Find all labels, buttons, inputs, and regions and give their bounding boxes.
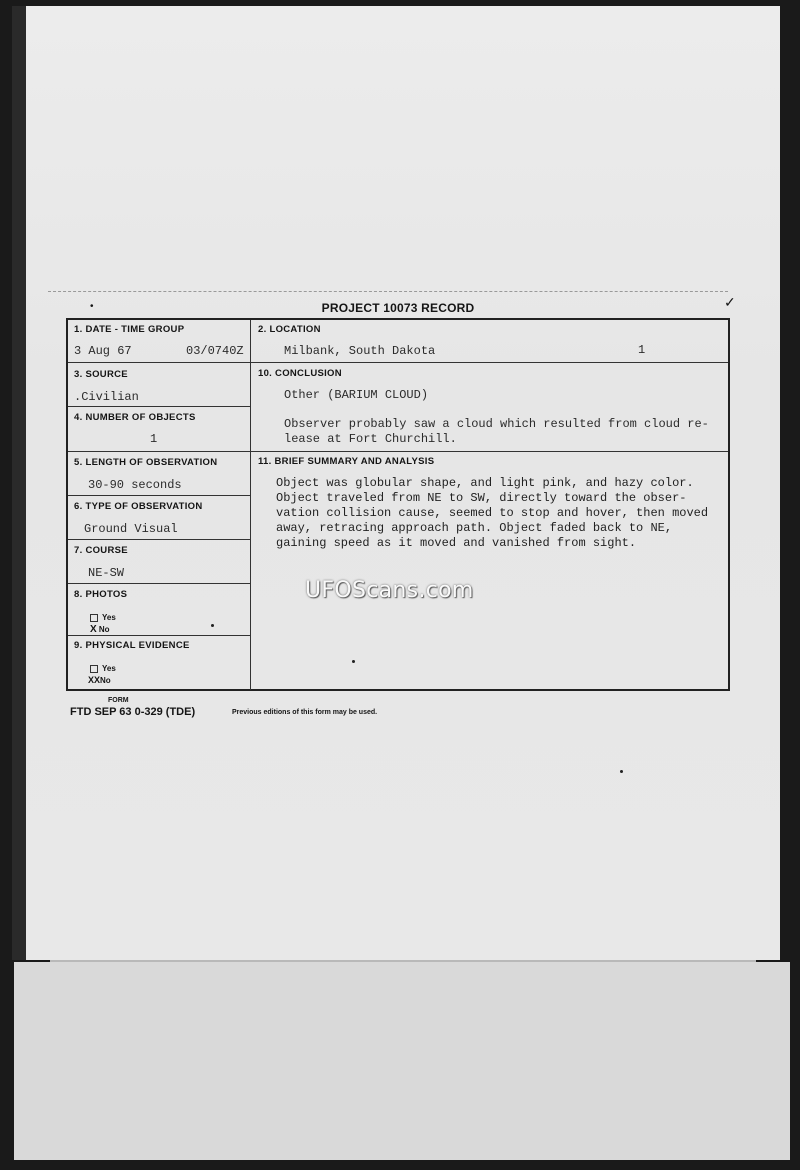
number-of-objects-label: 4. NUMBER OF OBJECTS bbox=[74, 412, 196, 423]
summary-line: gaining speed as it moved and vanished from sight. bbox=[276, 536, 637, 550]
bullet-mark: • bbox=[90, 301, 94, 312]
footer-form-id: FTD SEP 63 0-329 (TDE) bbox=[70, 706, 196, 718]
checkbox-icon bbox=[90, 614, 98, 622]
conclusion-note-line-1: Observer probably saw a cloud which resulted from cloud re- bbox=[284, 417, 709, 431]
summary-line: Object traveled from NE to SW, directly toward the obser- bbox=[276, 491, 687, 505]
watermark: UFOScans.com bbox=[305, 578, 474, 603]
date-time-group-label: 1. DATE - TIME GROUP bbox=[74, 324, 185, 335]
form-title: PROJECT 10073 RECORD bbox=[321, 301, 475, 315]
row-divider bbox=[68, 495, 250, 496]
conclusion-label: 10. CONCLUSION bbox=[258, 368, 342, 379]
type-of-observation-value: Ground Visual bbox=[84, 522, 178, 536]
time-value: 03/0740Z bbox=[186, 344, 244, 358]
row-divider bbox=[68, 406, 250, 407]
course-label: 7. COURSE bbox=[74, 545, 128, 556]
length-of-observation-value: 30-90 seconds bbox=[88, 478, 182, 492]
speck bbox=[211, 624, 214, 627]
location-label: 2. LOCATION bbox=[258, 324, 321, 335]
length-of-observation-label: 5. LENGTH OF OBSERVATION bbox=[74, 457, 218, 468]
row-divider bbox=[68, 635, 250, 636]
speck bbox=[352, 660, 355, 663]
photos-label: 8. PHOTOS bbox=[74, 589, 128, 600]
summary-line: away, retracing approach path. Object faded back to NE, bbox=[276, 521, 673, 535]
summary-line: Object was globular shape, and light pink, and hazy color. bbox=[276, 476, 694, 490]
photos-yes-label: Yes bbox=[102, 613, 116, 622]
physical-evidence-label: 9. PHYSICAL EVIDENCE bbox=[74, 640, 190, 651]
type-of-observation-label: 6. TYPE OF OBSERVATION bbox=[74, 501, 203, 512]
conclusion-note-line-2: lease at Fort Churchill. bbox=[284, 432, 457, 446]
row-divider bbox=[68, 451, 728, 452]
source-label: 3. SOURCE bbox=[74, 369, 128, 380]
footer-form-word: FORM bbox=[108, 697, 129, 704]
photos-no-mark: X bbox=[90, 624, 97, 635]
summary-line: vation collision cause, seemed to stop and hover, then moved bbox=[276, 506, 709, 520]
photos-no-option bbox=[90, 624, 110, 635]
footer-note: Previous editions of this form may be used. bbox=[232, 709, 378, 716]
course-value: NE-SW bbox=[88, 566, 125, 580]
summary-label: 11. BRIEF SUMMARY AND ANALYSIS bbox=[258, 456, 435, 467]
physical-evidence-yes-option bbox=[90, 664, 116, 673]
photos-yes-option bbox=[90, 613, 116, 622]
physical-evidence-no-option bbox=[88, 675, 111, 685]
row-divider bbox=[68, 583, 250, 584]
scan-background bbox=[14, 962, 790, 1160]
location-value: Milbank, South Dakota bbox=[284, 344, 436, 358]
top-rule bbox=[48, 291, 728, 293]
speck bbox=[620, 770, 623, 773]
check-mark-icon: ✓ bbox=[724, 294, 736, 310]
physical-evidence-no-mark: XX bbox=[88, 675, 101, 685]
scan-edge bbox=[12, 6, 26, 960]
column-divider bbox=[250, 320, 251, 690]
number-of-objects-value: 1 bbox=[150, 432, 158, 446]
location-number: 1 bbox=[638, 343, 646, 357]
conclusion-value: Other (BARIUM CLOUD) bbox=[284, 388, 429, 402]
physical-evidence-no-label: No bbox=[100, 676, 111, 685]
row-divider bbox=[68, 539, 250, 540]
physical-evidence-yes-label: Yes bbox=[102, 664, 116, 673]
checkbox-icon bbox=[90, 665, 98, 673]
record-form bbox=[66, 318, 730, 691]
row-divider bbox=[68, 362, 728, 363]
photos-no-label: No bbox=[98, 625, 110, 634]
summary-text bbox=[276, 476, 708, 551]
source-value: .Civilian bbox=[74, 390, 139, 404]
date-value: 3 Aug 67 bbox=[74, 344, 132, 358]
